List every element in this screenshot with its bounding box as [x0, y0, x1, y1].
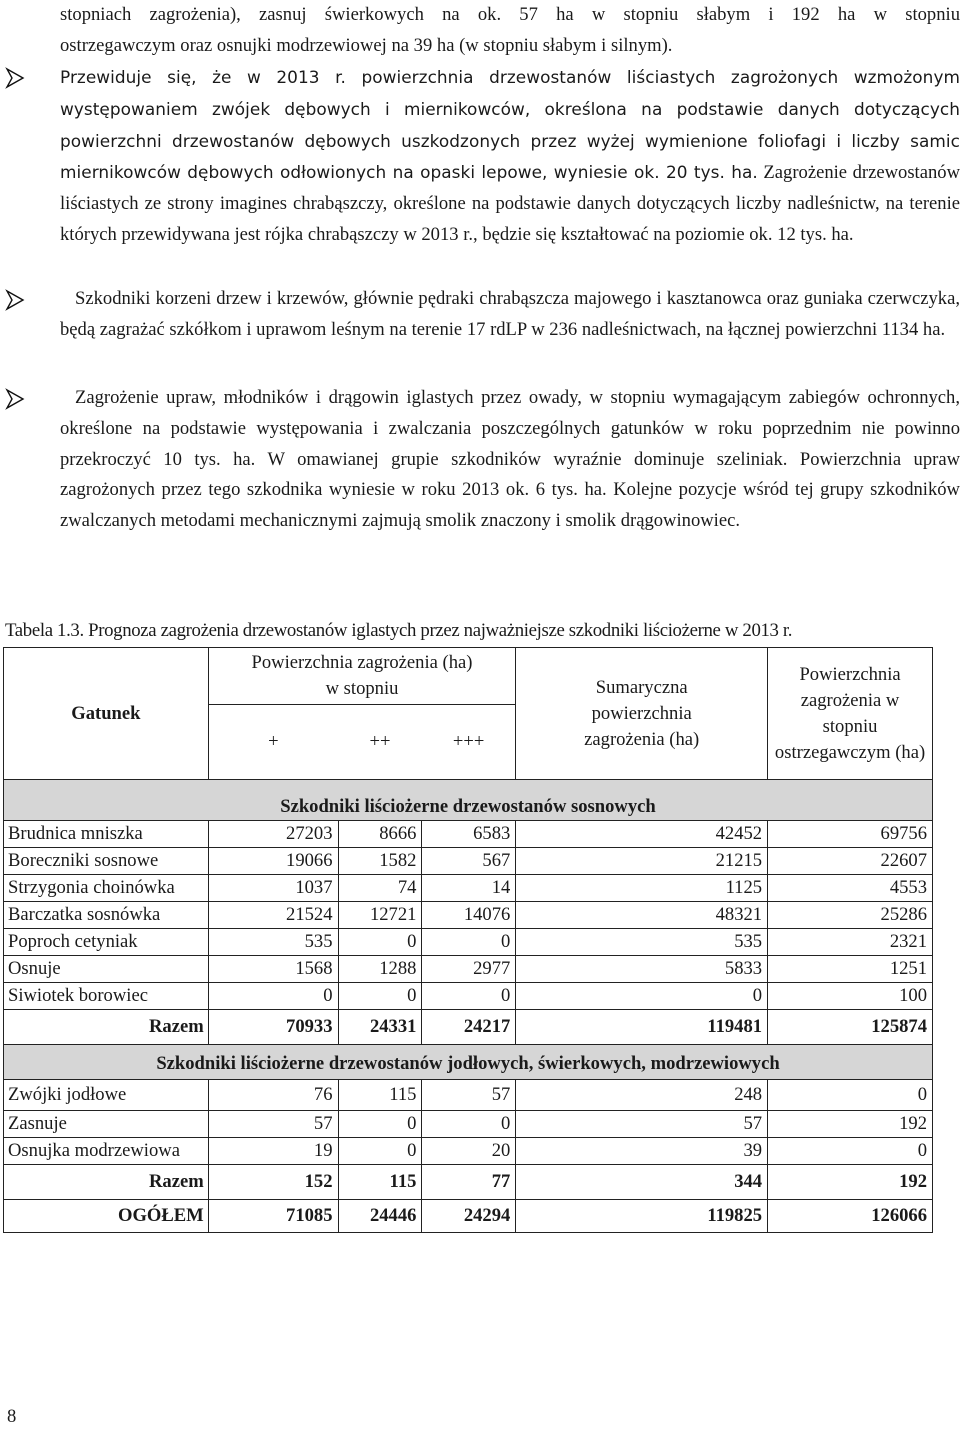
degree-1-value: 19 — [208, 1138, 338, 1165]
total-value: 1125 — [516, 875, 768, 902]
header-total-area: Sumaryczna powierzchnia zagrożenia (ha) — [516, 648, 768, 780]
degree-1-value: 0 — [208, 983, 338, 1010]
paragraph-text: Szkodniki korzeni drzew i krzewów, głównie pędraki chrabąszcza majowego i kasztanowca oraz guniaka czerwczyka, będą zagrażać szkółkom i uprawom leśnym na terenie 17 rdLP w 236 nadleśnictwach, na łącznej powierzchni 1134 ha. — [60, 288, 960, 340]
grand-total-row — [4, 1200, 933, 1233]
paragraph-line: ostrzegawczym oraz osnujki modrzewiowej na 39 ha (w stopniu słabym i silnym). — [60, 34, 673, 56]
species-name: Siwiotek borowiec — [4, 983, 209, 1010]
table-caption: Tabela 1.3. Prognoza zagrożenia drzewostanów iglastych przez najważniejsze szkodniki liściożerne w 2013 r. — [5, 620, 793, 641]
degree-2-value: 1582 — [338, 848, 422, 875]
subtotal-label: Razem — [4, 1010, 209, 1045]
table-row — [4, 902, 933, 929]
warning-total: 192 — [768, 1165, 933, 1200]
table-row — [4, 1111, 933, 1138]
table-row — [4, 1080, 933, 1111]
total-value: 57 — [516, 1111, 768, 1138]
degree-1-value: 27203 — [208, 821, 338, 848]
degree-1-value: 535 — [208, 929, 338, 956]
degree-2-value: 0 — [338, 1111, 422, 1138]
total-value: 535 — [516, 929, 768, 956]
warning-value: 100 — [768, 983, 933, 1010]
header-degree-1: + — [208, 705, 338, 780]
degree-1-total: 70933 — [208, 1010, 338, 1045]
arrow-bullet-icon — [5, 67, 25, 89]
degree-1-value: 1568 — [208, 956, 338, 983]
total-value: 48321 — [516, 902, 768, 929]
degree-2-value: 74 — [338, 875, 422, 902]
degree-2-total: 115 — [338, 1165, 422, 1200]
degree-2-grand-total: 24446 — [338, 1200, 422, 1233]
degree-3-value: 14 — [422, 875, 516, 902]
species-name: Zasnuje — [4, 1111, 209, 1138]
degree-3-value: 2977 — [422, 956, 516, 983]
degree-1-grand-total: 71085 — [208, 1200, 338, 1233]
degree-2-value: 8666 — [338, 821, 422, 848]
degree-3-total: 77 — [422, 1165, 516, 1200]
total-value: 0 — [516, 983, 768, 1010]
warning-value: 0 — [768, 1080, 933, 1111]
degree-3-grand-total: 24294 — [422, 1200, 516, 1233]
degree-1-value: 21524 — [208, 902, 338, 929]
degree-3-value: 14076 — [422, 902, 516, 929]
warning-value: 69756 — [768, 821, 933, 848]
warning-value: 0 — [768, 1138, 933, 1165]
table-row — [4, 929, 933, 956]
warning-value: 192 — [768, 1111, 933, 1138]
species-name: Osnuje — [4, 956, 209, 983]
forecast-table — [3, 647, 933, 1233]
degree-1-value: 57 — [208, 1111, 338, 1138]
degree-2-value: 0 — [338, 983, 422, 1010]
header-degree-3: +++ — [422, 705, 516, 780]
section-header-pine: Szkodniki liściożerne drzewostanów sosnowych — [4, 780, 933, 821]
paragraph-text: Przewiduje się, że w 2013 r. powierzchnia drzewostanów liściastych zagrożonych wzmożonym występowaniem zwójek dębowych i miernikowców, określona na podstawie danych dotyczących powierzchni drzewostanów dębowych uszkodzonych przez wyżej wymienione foliofagi i liczby samic miernikowców dębowych odłowionych na opaski lepowe, wyniesie ok. 20 tys. ha. — [60, 67, 960, 183]
subtotal-label: Razem — [4, 1165, 209, 1200]
table-row — [4, 875, 933, 902]
table-row — [4, 1138, 933, 1165]
table-row — [4, 821, 933, 848]
paragraph-line: stopniach zagrożenia), zasnuj świerkowych na ok. 57 ha w stopniu słabym i 192 ha w stopniu — [60, 4, 960, 25]
species-name: Barczatka sosnówka — [4, 902, 209, 929]
species-name: Poproch cetyniak — [4, 929, 209, 956]
header-species: Gatunek — [4, 648, 209, 780]
total-value: 42452 — [516, 821, 768, 848]
header-degree-2: ++ — [338, 705, 422, 780]
subtotal-row — [4, 1165, 933, 1200]
species-name: Zwójki jodłowe — [4, 1080, 209, 1111]
degree-2-total: 24331 — [338, 1010, 422, 1045]
section-header-fir-spruce-larch: Szkodniki liściożerne drzewostanów jodłowych, świerkowych, modrzewiowych — [4, 1045, 933, 1080]
paragraph-coniferous-threat — [60, 383, 960, 537]
warning-value: 1251 — [768, 956, 933, 983]
degree-3-value: 0 — [422, 983, 516, 1010]
header-degree-group: Powierzchnia zagrożenia (ha) w stopniu — [208, 648, 516, 705]
table-row — [4, 956, 933, 983]
species-name: Brudnica mniszka — [4, 821, 209, 848]
degree-1-value: 19066 — [208, 848, 338, 875]
degree-3-value: 57 — [422, 1080, 516, 1111]
paragraph-root-pests — [60, 284, 960, 346]
page-number: 8 — [7, 1406, 17, 1427]
degree-2-value: 1288 — [338, 956, 422, 983]
species-name: Boreczniki sosnowe — [4, 848, 209, 875]
total-value: 248 — [516, 1080, 768, 1111]
degree-3-value: 20 — [422, 1138, 516, 1165]
degree-3-value: 0 — [422, 1111, 516, 1138]
table-row — [4, 983, 933, 1010]
paragraph-text: Zagrożenie drzewostanów liściastych ze strony imagines chrabąszczy, określone na podstawie danych dotyczących liczby nadleśnictw, na terenie których przewidywana jest rójka chrabąszczy w 2013 r., będzie się kształtować na poziomie ok. 12 tys. ha. — [60, 162, 960, 245]
sum-total: 119481 — [516, 1010, 768, 1045]
degree-2-value: 0 — [338, 1138, 422, 1165]
degree-3-value: 6583 — [422, 821, 516, 848]
sum-total: 344 — [516, 1165, 768, 1200]
paragraph-text: Zagrożenie upraw, młodników i drągowin iglastych przez owady, w stopniu wymagającym zabiegów ochronnych, określone na podstawie występowania i zwalczania poszczególnych gatunków w roku poprzednim nie powinno przekroczyć 10 tys. ha. W omawianej grupie szkodników wyraźnie dominuje szeliniak. Powierzchnia upraw zagrożonych przez tego szkodnika wyniesie w roku 2013 ok. 6 tys. ha. Kolejne pozycje wśród tej grupy szkodników zwalczanych metodami mechanicznymi zajmują smolik znaczony i smolik drągowinowiec. — [60, 387, 960, 532]
warning-total: 125874 — [768, 1010, 933, 1045]
degree-2-value: 12721 — [338, 902, 422, 929]
warning-grand-total: 126066 — [768, 1200, 933, 1233]
total-value: 21215 — [516, 848, 768, 875]
total-value: 5833 — [516, 956, 768, 983]
table-row — [4, 848, 933, 875]
total-value: 39 — [516, 1138, 768, 1165]
header-warning-area: Powierzchnia zagrożenia w stopniu ostrzegawczym (ha) — [768, 648, 933, 780]
degree-3-value: 567 — [422, 848, 516, 875]
degree-1-total: 152 — [208, 1165, 338, 1200]
degree-2-value: 115 — [338, 1080, 422, 1111]
species-name: Osnujka modrzewiowa — [4, 1138, 209, 1165]
warning-value: 22607 — [768, 848, 933, 875]
degree-3-value: 0 — [422, 929, 516, 956]
paragraph-continuation — [60, 0, 960, 62]
warning-value: 4553 — [768, 875, 933, 902]
species-name: Strzygonia choinówka — [4, 875, 209, 902]
warning-value: 2321 — [768, 929, 933, 956]
subtotal-row — [4, 1010, 933, 1045]
arrow-bullet-icon — [5, 388, 25, 410]
degree-2-value: 0 — [338, 929, 422, 956]
sum-grand-total: 119825 — [516, 1200, 768, 1233]
warning-value: 25286 — [768, 902, 933, 929]
degree-3-total: 24217 — [422, 1010, 516, 1045]
degree-1-value: 76 — [208, 1080, 338, 1111]
paragraph-forecast — [60, 62, 960, 251]
arrow-bullet-icon — [5, 289, 25, 311]
degree-1-value: 1037 — [208, 875, 338, 902]
grand-total-label: OGÓŁEM — [4, 1200, 209, 1233]
